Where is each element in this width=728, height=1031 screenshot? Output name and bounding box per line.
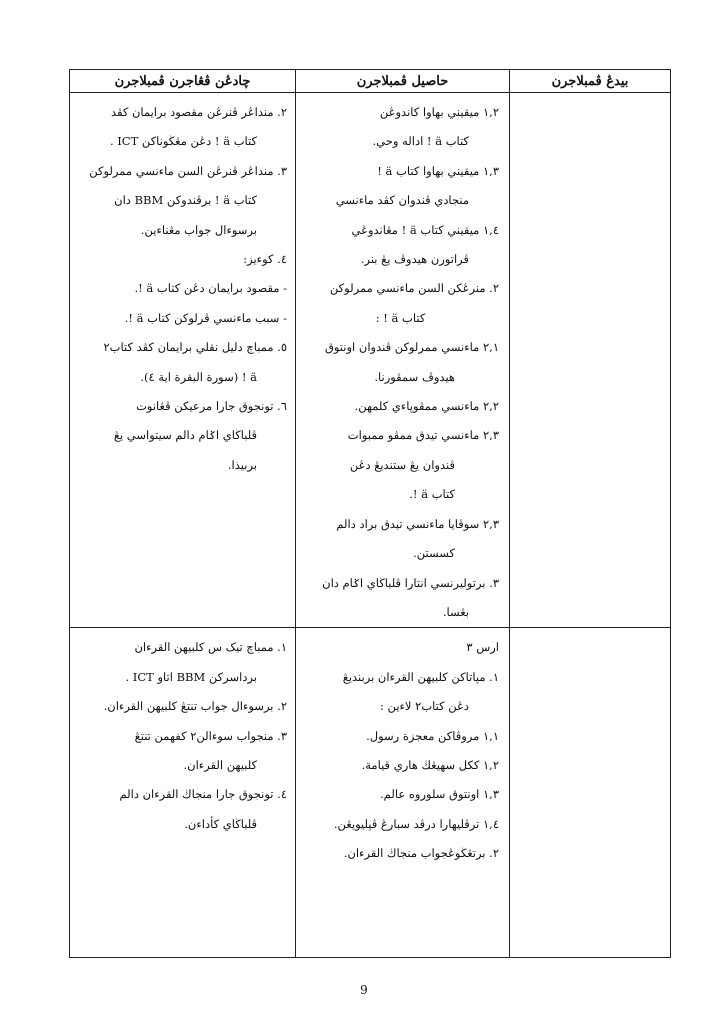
activity-line: بربيذا. xyxy=(227,457,257,472)
header-field: بيدڠ ڤمبلاجرن xyxy=(510,70,671,93)
outcome-line: ٢,١ ماءنسي ممرلوكن ڤندوان اونتوق xyxy=(324,340,499,355)
outcome-line: دڠن كتاب٢ لاءين : xyxy=(380,699,469,714)
activity-line: ٣. منداڠر ڤنرڠن السن ماءنسي ممرلوكن xyxy=(89,163,287,178)
activity-line: كلبيهن القرءان. xyxy=(183,757,257,772)
outcome-line: ٢,٣ سوڤايا ماءنسي تيدق براد دالم xyxy=(336,516,499,531)
activity-line: ٥. ممباچ دليل نقلي برايمان كڤد كتاب٢ xyxy=(103,340,287,355)
outcome-line: ١,٣ ميقيني بهاوا كتاب ä ! xyxy=(377,163,499,178)
learning-outcome-cell xyxy=(296,93,510,628)
field-cell xyxy=(510,628,671,958)
outcome-line: كتاب ä !. xyxy=(409,487,455,502)
table-row xyxy=(70,93,671,628)
outcome-line: ٢,٣ ماءنسي تيدق ممڤو ممبوات xyxy=(347,428,499,443)
outcome-line: ارس ٣ xyxy=(466,640,499,655)
activity-line: ٦. تونجوق جارا مرعيكن ڤڠانوت xyxy=(136,399,287,414)
activity-line: ٤. كوءيز: xyxy=(243,252,287,267)
outcome-line: ٢. برتڠڬوڠجواب منجاڬ القرءان. xyxy=(343,846,499,861)
outcome-line: ١,٢ ككل سهيڠڬ هاري قيامة. xyxy=(361,757,499,772)
table-row xyxy=(70,628,671,958)
outcome-line: ١,١ مروڤاكن معجزة رسول. xyxy=(366,728,499,743)
activity-line: كتاب ä ! برڤندوكن BBM دان xyxy=(114,193,257,208)
suggested-activities-cell xyxy=(70,628,296,958)
outcome-line: كتاب ä ! : xyxy=(375,310,426,325)
activity-line: ڤلباڬاي اݢام دالم سيتواسي يڠ xyxy=(113,428,257,443)
outcome-line: ٢,٢ ماءنسي ممڤوڽاءي كلمهن. xyxy=(354,399,499,414)
header-learning-outcome: حاصيل ڤمبلاجرن xyxy=(296,70,510,93)
outcome-line: ڤندوان يڠ ستندیڠ دڠن xyxy=(349,457,455,472)
outcome-line: ١,٣ اونتوق سلوروه عالم. xyxy=(380,787,499,802)
activity-line: - سبب ماءنسي ڤرلوكن كتاب ä !. xyxy=(124,310,287,325)
activity-line: برسوءال جواب مڠناءين. xyxy=(140,222,257,237)
table-header-row xyxy=(70,70,671,93)
header-suggested-activities: چادڠن ڤڠاجرن ڤمبلاجرن xyxy=(70,70,296,93)
activity-line: ١. ممباچ تيک س كلبيهن القرءان xyxy=(134,640,287,655)
outcome-line: ١,٤ ترڤليهارا درڤد سبارڠ ڤڽليويڠن. xyxy=(333,816,499,831)
outcome-line: ڤراتورن هيدوڤ يڠ بنر. xyxy=(360,252,469,267)
outcome-line: ٣. برتوليرنسي انتارا ڤلباڬاي اݢام دان xyxy=(322,575,499,590)
outcome-line: كتاب ä ! اداله وحي. xyxy=(372,134,469,149)
outcome-line: ٢. منرڠكن السن ماءنسي ممرلوكن xyxy=(329,281,499,296)
outcome-line: منجادي ڤندوان كڤد ماءنسي xyxy=(335,193,469,208)
activity-line: ٢. منداڠر ڤنرڠن مقصود برايمان كڤد xyxy=(111,105,287,119)
outcome-line: ١,٤ ميقيني كتاب ä ! مڠاندوڠي xyxy=(351,222,499,237)
activity-line: برداسركن BBM اتاو ICT . xyxy=(125,669,257,684)
page-number: 9 xyxy=(360,983,368,997)
activity-line: ٢. برسوءال جواب تنتڠ كلبيهن القرءان. xyxy=(103,699,287,714)
activity-line: ٣. منجواب سوءالن٢ كفهمن تنتڠ xyxy=(134,728,287,743)
activity-line: ٤. تونجوق جارا منجاڬ القرءان دالم xyxy=(119,787,287,802)
outcome-line: ١,٢ ميقيني بهاوا كاندوڠن xyxy=(379,105,499,119)
learning-outcome-cell xyxy=(296,628,510,958)
outcome-line: ١. مڽاتاكن كلبيهن القرءان بربنديڠ xyxy=(342,669,499,684)
activity-line: - مقصود برايمان دڠن كتاب ä !. xyxy=(134,281,287,296)
lesson-plan-table xyxy=(69,69,671,958)
suggested-activities-cell xyxy=(70,93,296,628)
activity-line: ä ! (سورة البقرة اية ٤). xyxy=(140,369,257,384)
outcome-line: بڠسا. xyxy=(442,604,469,619)
activity-line: كتاب ä ! دڠن مڠڬوناكن ICT . xyxy=(109,134,257,149)
outcome-line: هيدوڤ سمڤورنا. xyxy=(374,369,455,384)
outcome-line: كسستن. xyxy=(413,546,455,561)
field-cell xyxy=(510,93,671,628)
activity-line: ڤلباڬاي كأداءن. xyxy=(184,816,257,831)
